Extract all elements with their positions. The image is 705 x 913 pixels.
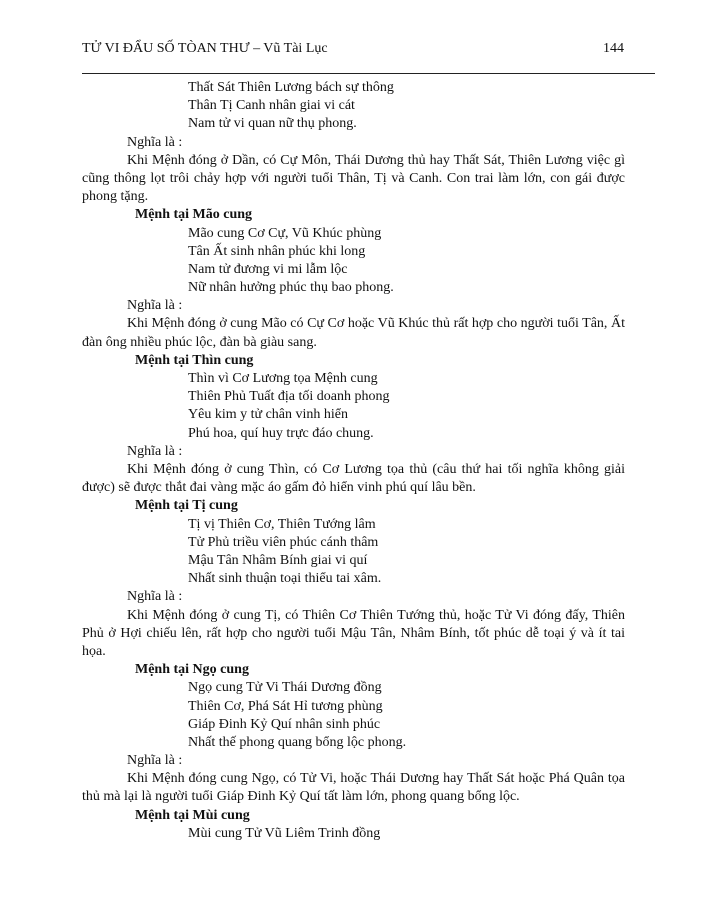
poem-line: Mão cung Cơ Cự, Vũ Khúc phùng <box>188 225 382 241</box>
poem-line: Thất Sát Thiên Lương bách sự thông <box>188 80 394 95</box>
meaning-paragraph: Khi Mệnh đóng ở Dần, có Cự Môn, Thái Dương thủ hay Thất Sát, Thiên Lương việc gì cũng thông lọt trôi chảy hợp với người tuổi Thân, Tị và Canh. Con trai làm lớn, con gái được phong tặng. <box>82 152 625 205</box>
meaning-label: Nghĩa là : <box>127 134 183 150</box>
meaning-label: Nghĩa là : <box>127 443 183 459</box>
poem-line: Nam tử đương vi mi lẫm lộc <box>188 261 348 277</box>
page-body <box>82 79 625 843</box>
section-heading: Mệnh tại Mão cung <box>135 207 253 223</box>
poem-line: Nữ nhân hưởng phúc thụ bao phong. <box>188 280 394 296</box>
section-heading: Mệnh tại Tị cung <box>135 498 238 514</box>
poem-line: Mùi cung Tử Vũ Liêm Trinh đồng <box>188 825 381 841</box>
poem-line: Thìn vì Cơ Lương tọa Mệnh cung <box>188 371 378 387</box>
poem-line: Tử Phủ triều viên phúc cánh thâm <box>188 534 379 550</box>
poem-line: Nhất sinh thuận toại thiểu tai xâm. <box>188 571 382 587</box>
poem-line: Thiên Cơ, Phá Sát Hỉ tương phùng <box>188 698 383 714</box>
poem-line: Tị vị Thiên Cơ, Thiên Tướng lâm <box>188 516 376 532</box>
page-number: 144 <box>603 41 624 56</box>
poem-line: Ngọ cung Tử Vi Thái Dương đồng <box>188 680 382 696</box>
poem-line: Nam tử vi quan nữ thụ phong. <box>188 116 357 132</box>
meaning-paragraph: Khi Mệnh đóng ở cung Thìn, có Cơ Lương tọa thủ (câu thứ hai tối nghĩa không giải được) sẽ được thắt đai vàng mặc áo gấm đỏ hiển vinh phú quí lâu bền. <box>82 462 625 496</box>
section-heading: Mệnh tại Thìn cung <box>135 352 254 368</box>
meaning-paragraph: Khi Mệnh đóng cung Ngọ, có Tử Vi, hoặc Thái Dương hay Thất Sát hoặc Phá Quân tọa thủ mà lại là người tuổi Giáp Đinh Kỷ Quí tất làm lớn, phong quang bổng lộc. <box>82 771 625 805</box>
meaning-paragraph: Khi Mệnh đóng ở cung Mão có Cự Cơ hoặc Vũ Khúc thủ rất hợp cho người tuổi Tân, Ất đàn ông nhiều phúc lộc, đàn bà giàu sang. <box>82 316 625 350</box>
poem-line: Thân Tị Canh nhân giai vi cát <box>188 98 355 114</box>
meaning-label: Nghĩa là : <box>127 589 183 605</box>
poem-line: Giáp Đinh Kỷ Quí nhân sinh phúc <box>188 716 381 732</box>
running-header-title: TỬ VI ĐẨU SỐ TÒAN THƯ – Vũ Tài Lục <box>82 41 328 56</box>
meaning-paragraph: Khi Mệnh đóng ở cung Tị, có Thiên Cơ Thiên Tướng thủ, hoặc Tử Vi đóng đấy, Thiên Phủ ở Hợi chiếu lên, rất hợp cho người tuổi Mậu Tân, Nhâm Bính, tốt phúc dễ toại ý và ít tai họa. <box>82 607 625 659</box>
section-heading: Mệnh tại Ngọ cung <box>135 662 249 678</box>
meaning-label: Nghĩa là : <box>127 753 183 769</box>
poem-line: Thiên Phủ Tuất địa tối doanh phong <box>188 389 390 405</box>
poem-line: Mậu Tân Nhâm Bính giai vi quí <box>188 552 368 568</box>
meaning-label: Nghĩa là : <box>127 298 183 314</box>
header-divider <box>82 73 655 74</box>
poem-line: Nhất thế phong quang bổng lộc phong. <box>188 734 407 750</box>
section-heading: Mệnh tại Mùi cung <box>135 807 250 823</box>
poem-line: Phú hoa, quí huy trực đáo chung. <box>188 425 374 441</box>
poem-line: Yêu kim y tử chân vinh hiển <box>188 407 349 423</box>
poem-line: Tân Ất sinh nhân phúc khi long <box>188 243 366 259</box>
